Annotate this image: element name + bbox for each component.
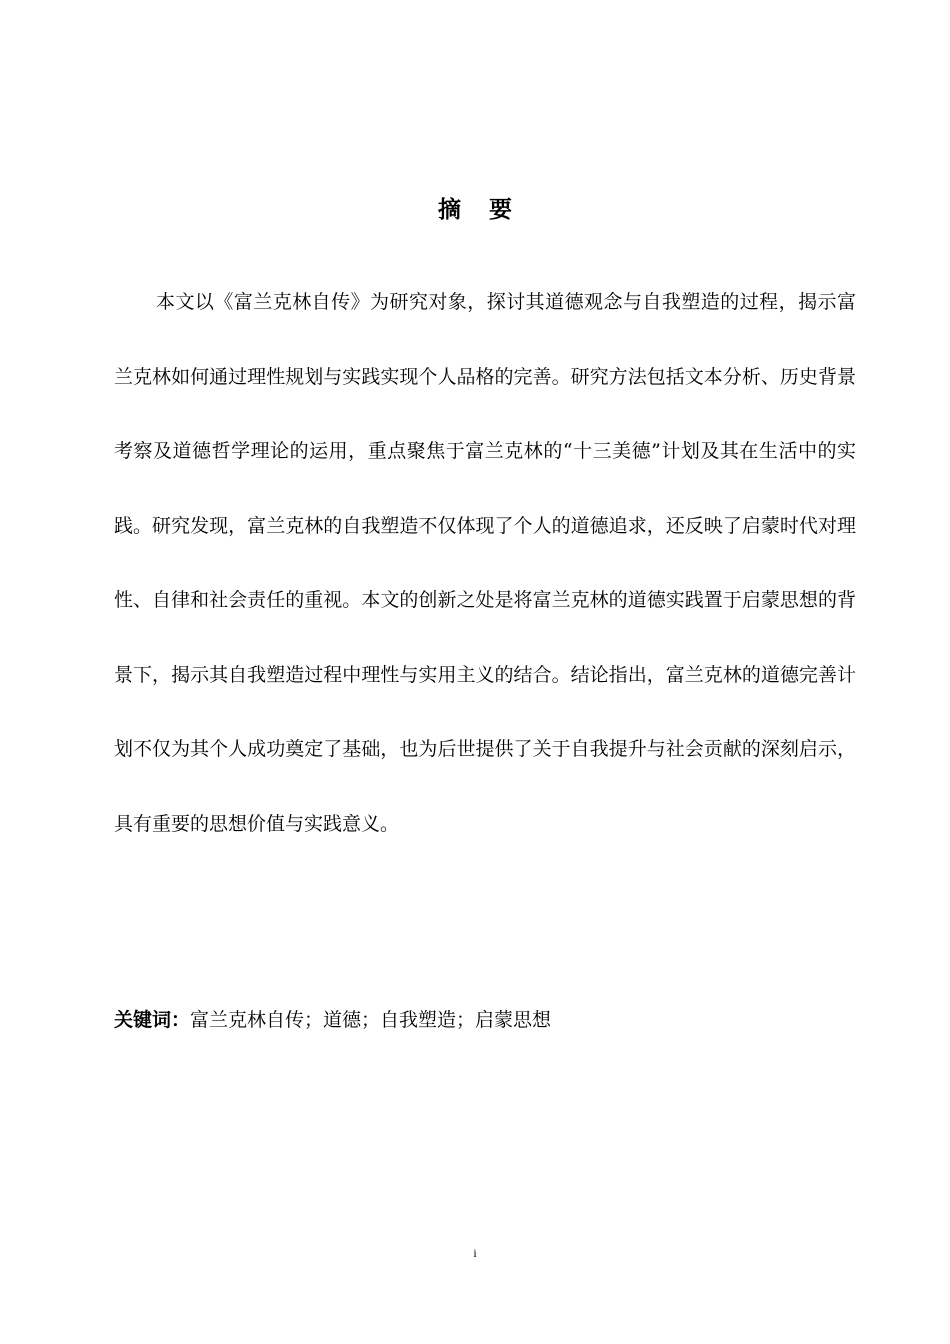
keywords-text: 富兰克林自传；道德；自我塑造；启蒙思想 <box>190 1009 552 1031</box>
page-number: i <box>473 1246 477 1260</box>
abstract-body: 本文以《富兰克林自传》为研究对象，探讨其道德观念与自我塑造的过程，揭示富兰克林如何通过理性规划与实践实现个人品格的完善。研究方法包括文本分析、历史背景考察及道德哲学理论的运用，重点聚焦于富兰克林的“十三美德”计划及其在生活中的实践。研究发现，富兰克林的自我塑造不仅体现了个人的道德追求，还反映了启蒙时代对理性、自律和社会责任的重视。本文的创新之处是将富兰克林的道德实践置于启蒙思想的背景下，揭示其自我塑造过程中理性与实用主义的结合。结论指出，富兰克林的道德完善计划不仅为其个人成功奠定了基础，也为后世提供了关于自我提升与社会贡献的深刻启示，具有重要的思想价值与实践意义。 <box>114 291 856 835</box>
keywords-line <box>114 1004 856 1036</box>
keywords-label: 关键词： <box>114 1009 191 1031</box>
abstract-heading: 摘 要 <box>437 197 522 223</box>
